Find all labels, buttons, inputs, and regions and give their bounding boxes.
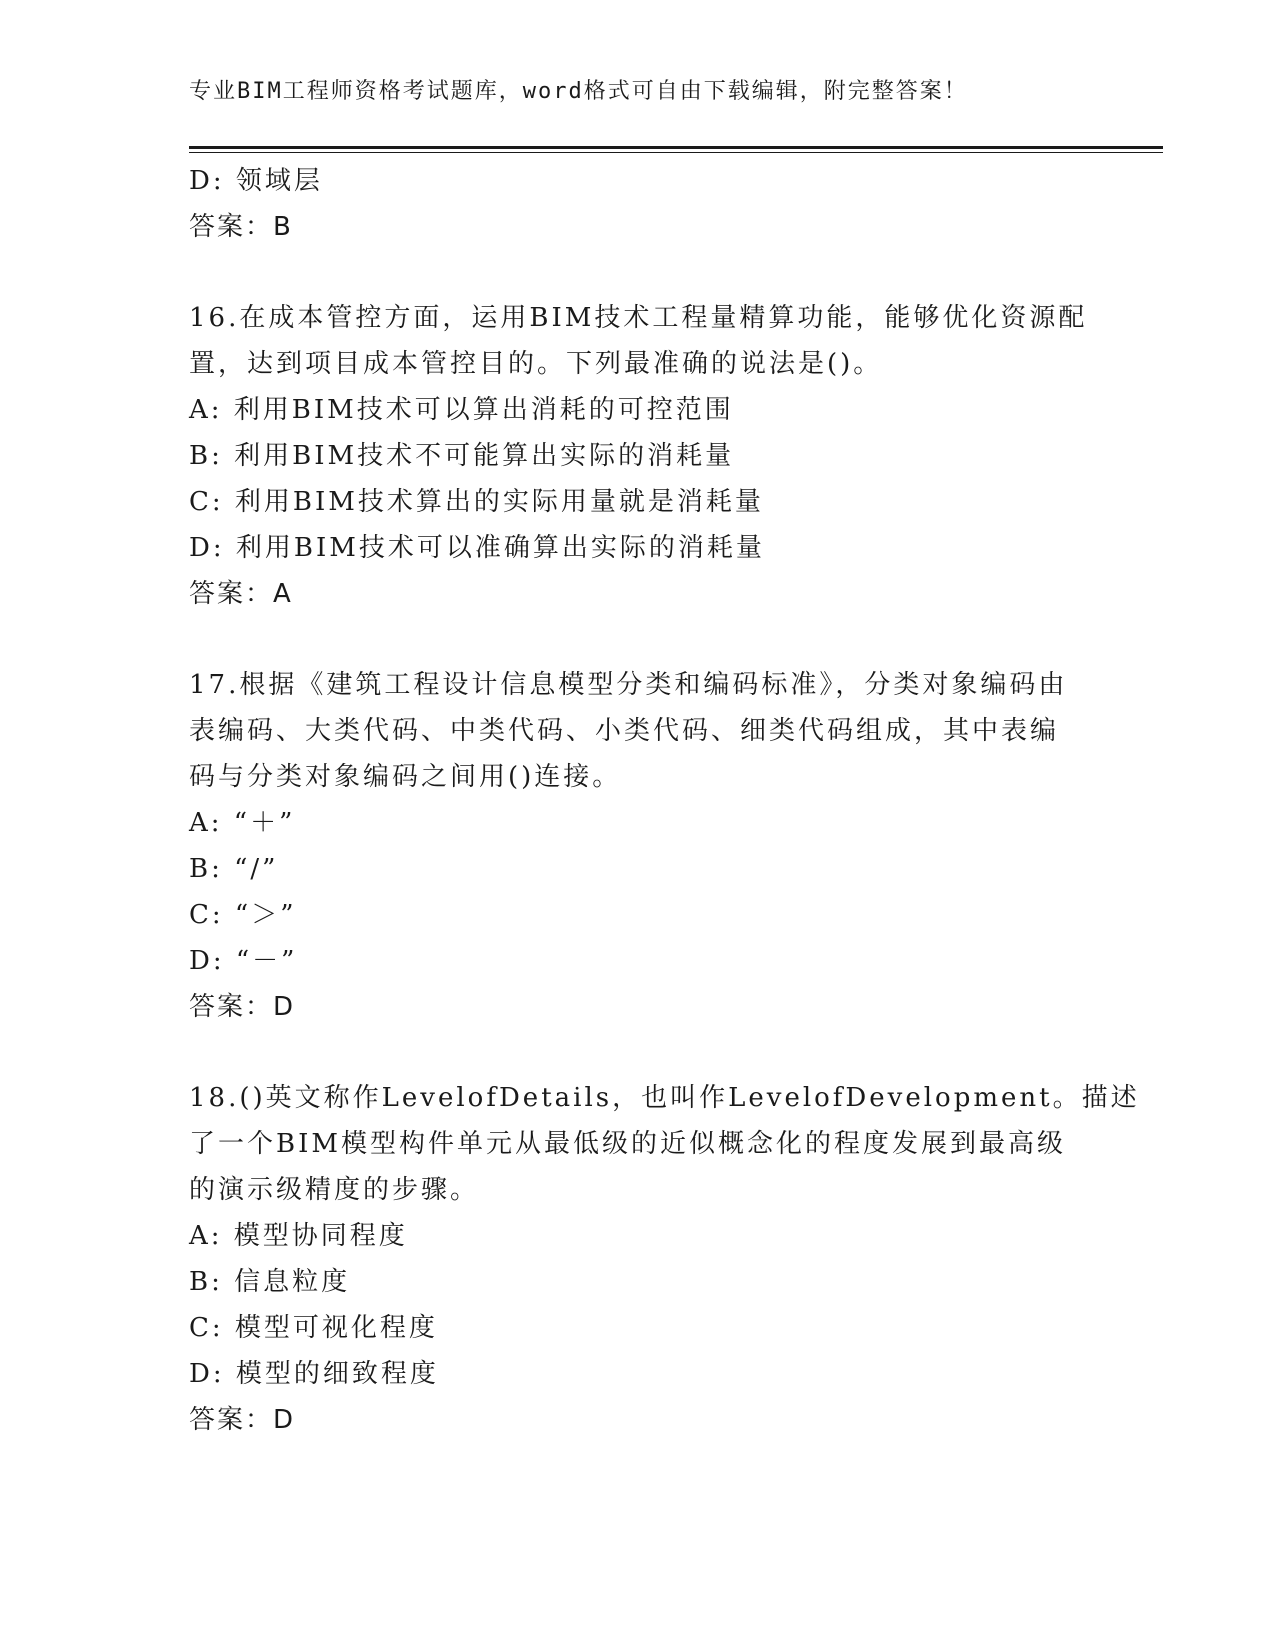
question-block-16 [189,295,1089,617]
option-c: C: 利用BIM技术算出的实际用量就是消耗量 [189,487,764,517]
question-text: 表编码、大类代码、中类代码、小类代码、细类代码组成，其中表编 [189,716,1060,746]
option-c: C: 模型可视化程度 [189,1313,438,1343]
question-block-15-tail [189,158,1089,250]
answer-line: 答案：B [189,212,293,242]
question-text: 18.()英文称作LevelofDetails，也叫作LevelofDevelopment。描述 [189,1083,1140,1113]
option-d: D: 模型的细致程度 [189,1359,439,1389]
option-a: A: “＋” [189,808,296,838]
question-text: 17.根据《建筑工程设计信息模型分类和编码标准》，分类对象编码由 [189,670,1068,700]
option-a: A: 利用BIM技术可以算出消耗的可控范围 [189,395,734,425]
option-c: C: “＞” [189,900,297,930]
question-text: 的演示级精度的步骤。 [189,1175,480,1205]
question-text: 了一个BIM模型构件单元从最低级的近似概念化的程度发展到最高级 [189,1129,1066,1159]
option-b: B: 利用BIM技术不可能算出实际的消耗量 [189,441,735,471]
option-d: D: “－” [189,946,298,976]
header-divider-thick [189,146,1163,149]
option-b: B: “/” [189,854,279,884]
option-d: D: 领域层 [189,166,323,196]
question-block-17 [189,662,1089,1030]
option-a: A: 模型协同程度 [189,1221,408,1251]
question-list [189,158,1140,1443]
header-divider-thin [189,152,1163,153]
answer-line: 答案：D [189,1405,296,1435]
question-text: 置，达到项目成本管控目的。下列最准确的说法是()。 [189,349,883,379]
question-text: 16.在成本管控方面，运用BIM技术工程量精算功能，能够优化资源配 [189,303,1088,333]
question-text: 码与分类对象编码之间用()连接。 [189,762,622,792]
option-b: B: 信息粒度 [189,1267,351,1297]
question-block-18 [189,1075,1140,1443]
option-d: D: 利用BIM技术可以准确算出实际的消耗量 [189,533,765,563]
answer-line: 答案：D [189,992,296,1022]
page-header: 专业BIM工程师资格考试题库，word格式可自由下载编辑，附完整答案！ [189,79,968,104]
answer-line: 答案：A [189,579,293,609]
